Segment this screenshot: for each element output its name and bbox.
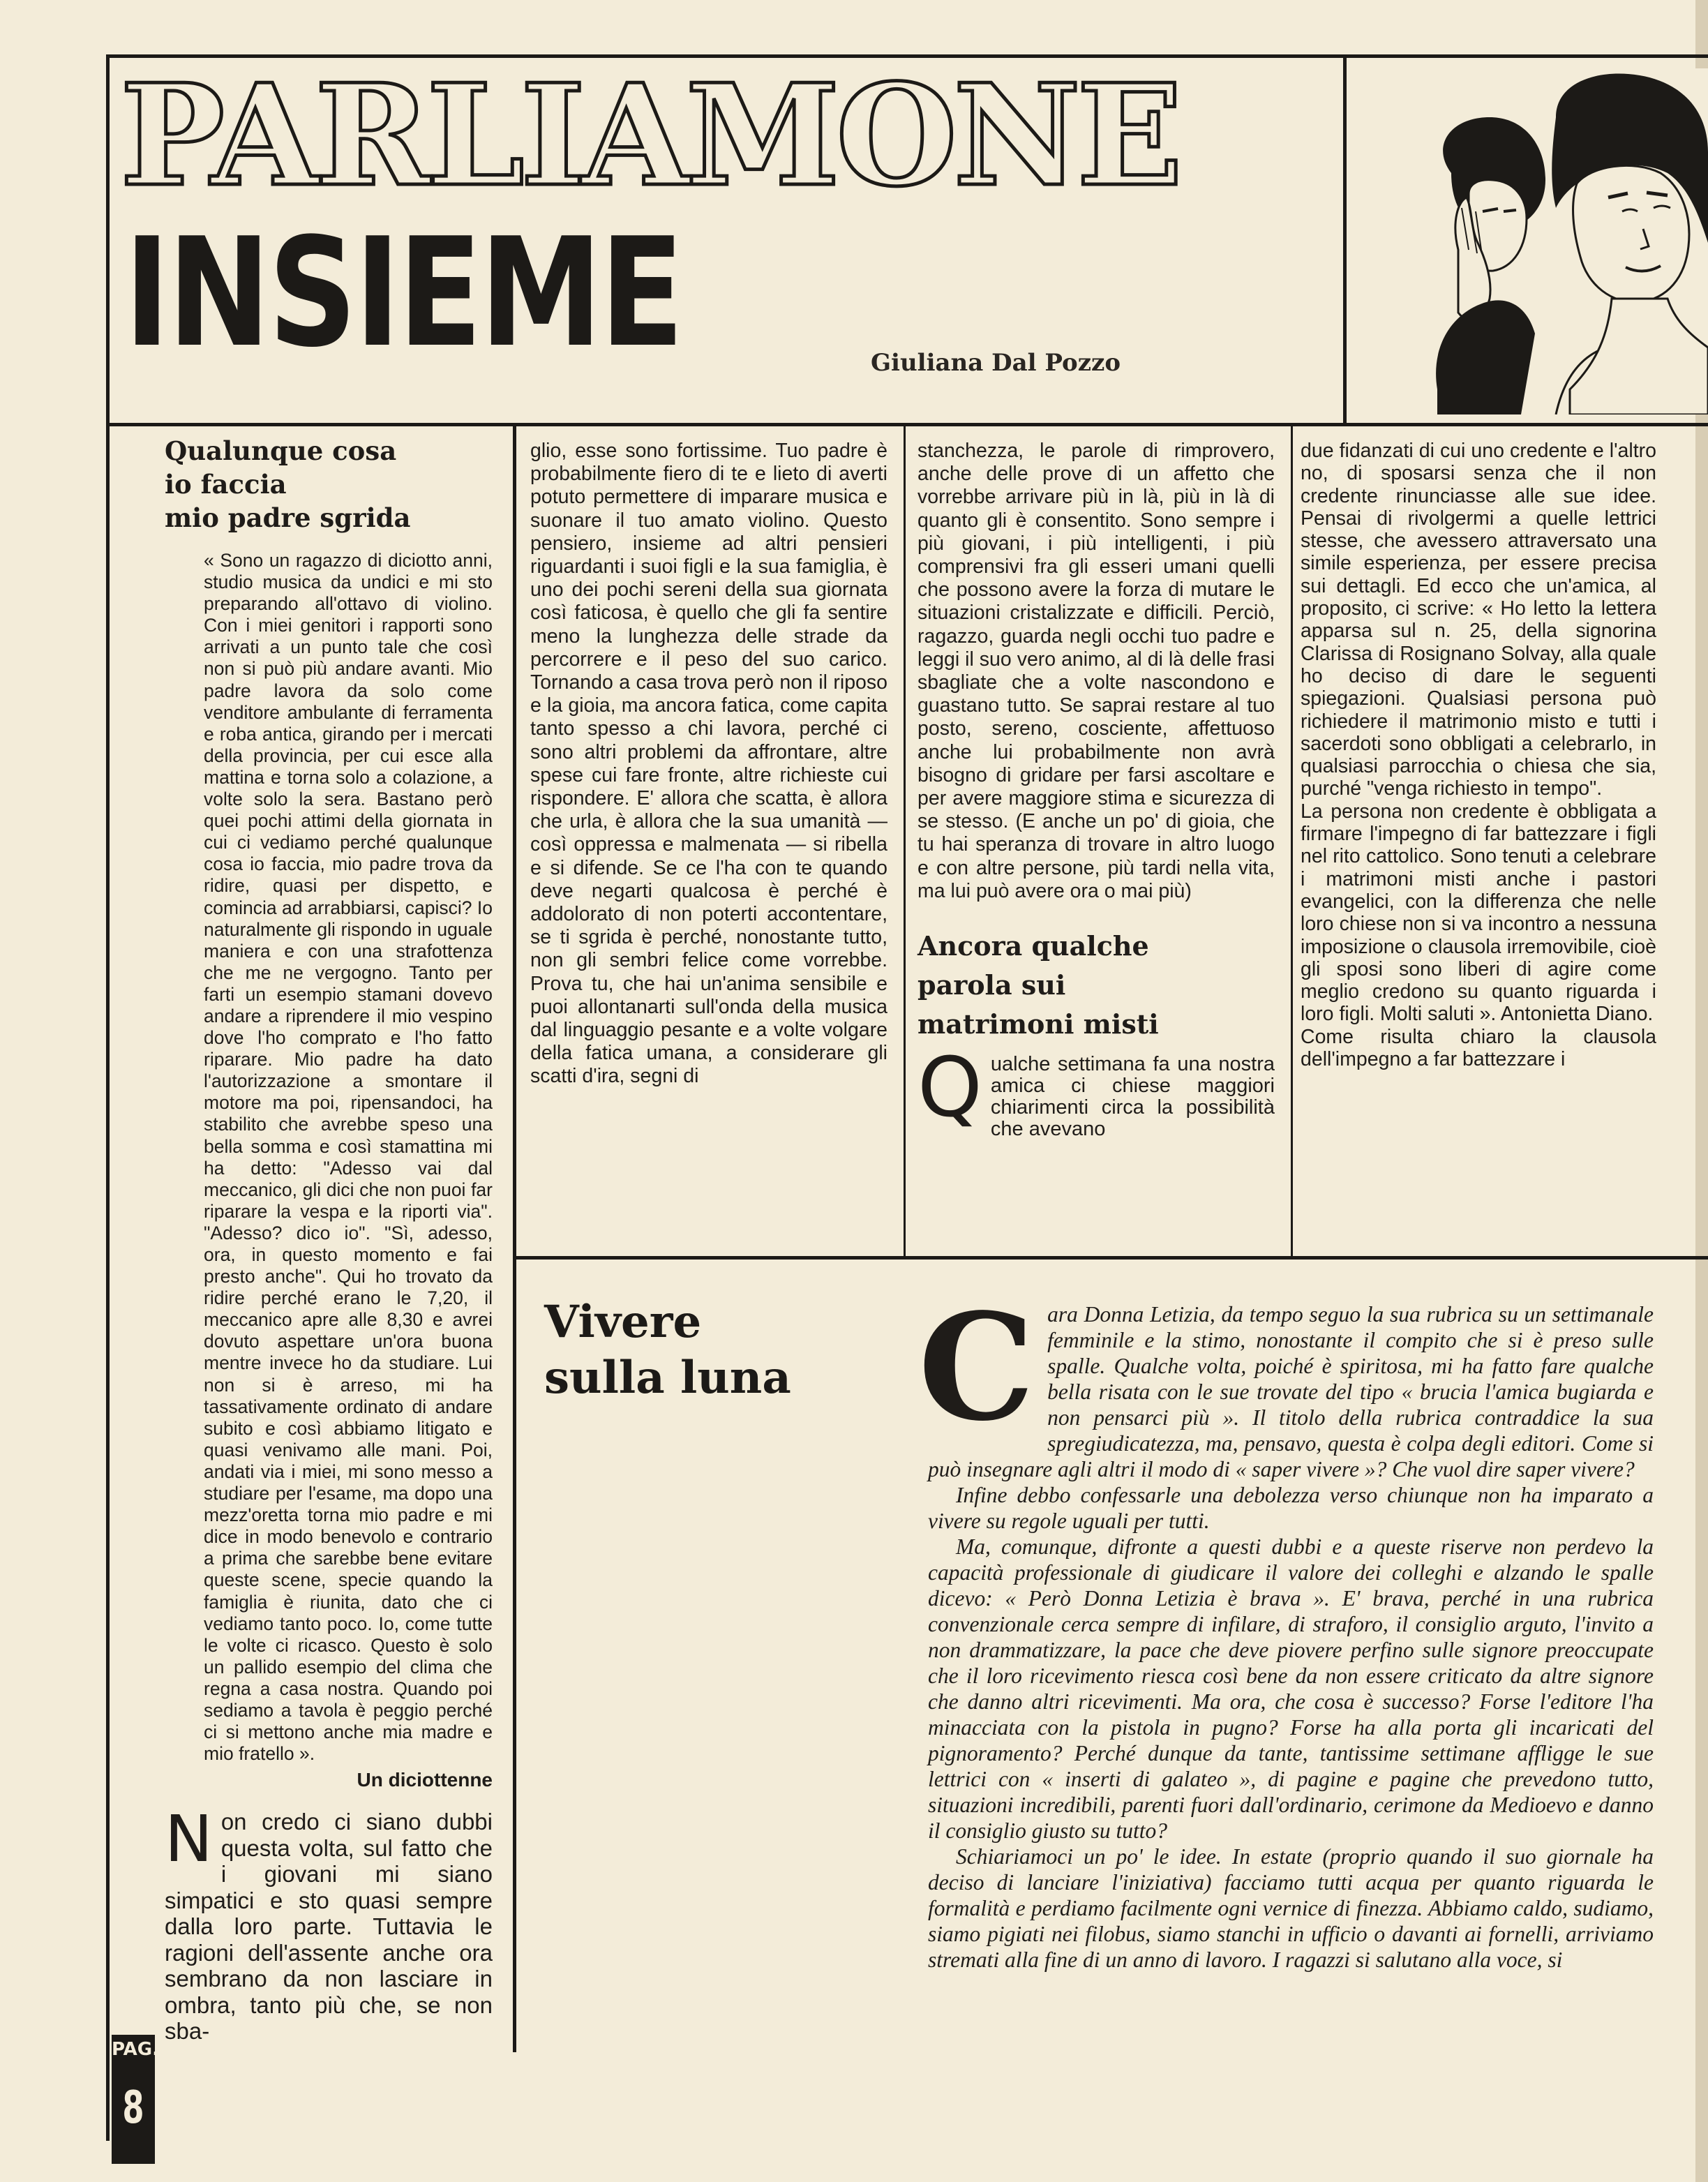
column-1 [165, 434, 493, 2045]
article3-paragraph-4: Schiariamoci un po' le idee. In estate (proprio quando il suo giornale ha deciso di lanciare l'iniziativa) facciamo tutti acqua per quanto riguarda le formalità e perdiamo facilmente ogni vernice di finezza. Abbiamo caldo, sudiamo, siamo pigiati nei filobus, siamo stanchi in ufficio o davanti ai fornelli, arriviamo stremati alla fine di un anno di lavoro. I ragazzi si salutano alla voce, si [928, 1844, 1654, 1972]
article2-intro [917, 1039, 1275, 1141]
article1-headline-line2: io faccia [165, 469, 287, 500]
author-byline: Giuliana Dal Pozzo [871, 349, 1121, 377]
article2-col4-text-b: La persona non credente è obbligata a firmare l'impegno di far battezzare i figli nel rito cattolico. Sono tenuti a celebrare i matrimoni misti anche i pastori evangelici, con la differenza che nelle loro chiese non si va incontro a nessuna imposizione o clausola irremovibile, cioè gli sposi sono liberi di agire come meglio credono su quanto riguarda i loro figli. Molti saluti ». Antonietta Diano. [1301, 800, 1656, 1026]
article1-headline [165, 434, 493, 535]
column-rule-3 [1291, 426, 1293, 1257]
article2-headline-line1: Ancora qualche [917, 930, 1149, 962]
page-label: PAG. [112, 2039, 160, 2060]
letter-signature: Un diciottenne [357, 1769, 493, 1791]
article1-reply-col2: glio, esse sono fortissime. Tuo padre è probabilmente fiero di te e lieto di averti potuto permettere di imparare musica e suonare il tuo amato violino. Questo pensiero, insieme ad altri pensieri riguardanti i suoi figli e la sua famiglia, è uno dei pochi sereni della sua giornata così faticosa, è quello che gli fa sentire meno la lunghezza delle strade da percorrere e il peso del suo carico. Tornando a casa trova però non il riposo e la gioia, ma ancora fatica, come capita tanto spesso a chi lavora, perché ci sono altri problemi da affrontare, altre spese cui fare fronte, altre richieste cui rispondere. E' allora che scatta, è allora che urla, è allora che la sua umanità — così oppressa e malmenata — si ribella e si difende. Se ce l'ha con te quando deve negarti qualcosa è perché è addolorato di non poterti accontentare, se ti sgrida è perché, nonostante tutto, non gli sembri felice come vorrebbe. Prova tu, che hai un'anima sensibile e puoi allontanarti sull'onda della musica dal linguaggio pesante e a volte volgare della fatica umana, a considerare gli scatti d'ira, segni di [530, 440, 887, 1088]
article3-headline-line1: Vivere [544, 1296, 702, 1348]
title-insieme: INSIEME [124, 205, 682, 380]
column-3 [917, 440, 1275, 1140]
column-rule-1 [513, 426, 516, 2052]
article1-reply-col3: stanchezza, le parole di rimprovero, anche delle prove di un affetto che vorrebbe arrivare più in là, più in là di quanto gli è consentito. Sono sempre i più giovani, i più intelligenti, i più comprensivi fra gli esseri umani quelli che possono avere la forza di mutare le situazioni cristalizzate e difficili. Perciò, ragazzo, guarda negli occhi tuo padre e leggi il suo vero animo, al di là delle frasi sbagliate che a volte nascondono e guastano tutto. Se saprai restare al tuo posto, sereno, cosciente, affettuoso anche lui probabilmente non avrà bisogno di gridare per farsi ascoltare e per avere maggiore stima e sicurezza di se stesso. (E anche un po' di gioia, che tu hai speranza di trovare in altro luogo e con altre persone, più tardi nella vita, ma lui può avere ora o mai più) [917, 440, 1275, 902]
column-rule-2 [904, 426, 906, 1257]
reply-dropcap: N [165, 1802, 213, 1877]
article1-headline-line3: mio padre sgrida [165, 502, 411, 533]
page-number: 8 [122, 2082, 144, 2134]
article3-paragraph-1-text: ara Donna Letizia, da tempo seguo la sua rubrica su un settimanale femminile e la stimo, nonostante il compito che si è preso sulle spalle. Qualche volta, poiché è spiritosa, mi ha fatto fare qualche bella risata con le sue trovate del tipo « brucia l'amica bugiarda e non pensarci più ». Il titolo della rubrica contraddice la sua spregiudicatezza, ma, pensavo, questa è colpa degli editori. Come si può insegnare agli altri il modo di « saper vivere »? Che vuol dire saper vivere? [928, 1302, 1654, 1481]
article2-headline-line3: matrimoni misti [917, 1008, 1159, 1040]
article2-col3-text: ualche settimana fa una nostra amica ci chiese maggiori chiarimenti circa la possibilità che avevano [990, 1053, 1275, 1141]
article3-headline [544, 1294, 837, 1406]
article2-dropcap: Q [917, 1039, 982, 1136]
article2-headline [917, 927, 1275, 1044]
article1-reply-start [165, 1802, 493, 2045]
masthead-divider [106, 423, 1708, 426]
article3-paragraph-1 [918, 1281, 1654, 1482]
article1-letter-block [204, 550, 493, 1791]
women-illustration [1347, 68, 1708, 414]
column-4 [1301, 440, 1656, 1070]
article2-col4-text-c: Come risulta chiaro la clausola dell'impegno a far battezzare i [1301, 1025, 1656, 1071]
article1-headline-line1: Qualunque cosa [165, 435, 397, 466]
page-number-box [112, 2035, 160, 2164]
article3-paragraph-2: Infine debbo confessarle una debolezza verso chiunque non ha imparato a vivere su regole uguali per tutti. [928, 1483, 1654, 1533]
article2-headline-line2: parola sui [917, 969, 1066, 1001]
article1-reply-col1: on credo ci siano dubbi questa volta, sul fatto che i giovani mi siano simpatici e sto quasi sempre dalla loro parte. Tuttavia le ragioni dell'assente anche ora sembrano da non lasciare in ombra, tanto più che, se non sba- [165, 1809, 493, 2045]
article3-dropcap: C [918, 1281, 1035, 1454]
article3-headline-line2: sulla luna [544, 1352, 791, 1404]
article1-letter: « Sono un ragazzo di diciotto anni, studio musica da undici e mi sto preparando all'ottavo di violino. Con i miei genitori i rapporti sono arrivati a un punto tale che così non si può più andare avanti. Mio padre lavora da solo come venditore ambulante di ferramenta e roba antica, girando per i mercati della provincia, per cui esce alla mattina e torna solo a colazione, a volte solo la sera. Bastano però quei pochi attimi della giornata in cui ci vediamo perché qualunque cosa io faccia, mio padre trova da ridire, quasi per dispetto, e comincia ad arrabbiarsi, capisci? Io naturalmente gli rispondo in uguale maniera e con una strafottenza che me ne vergogno. Tanto per farti un esempio stamani dovevo andare a riprendere il mio vespino dove l'ho comprato e l'ho fatto riparare. Mio padre ha dato l'autorizzazione a smontare il motore ma poi, ripensandoci, ha stabilito che avrebbe speso una bella somma e così stamattina mi ha detto: "Adesso vai dal meccanico, gli dici che non puoi far riparare la vespa e la riporti via". "Adesso? dico io". "Sì, adesso, ora, in questo momento e fai presto anche". Qui ho trovato da ridire perché erano le 7,20, il meccanico apre alle 8,30 e avrei dovuto aspettare un'ora buona mentre invece ho da studiare. Lui non si è arreso, mi ha tassativamente ordinato di andare subito e così abbiamo litigato e quasi venivamo alle mani. Poi, andati via i miei, mi sono messo a studiare per l'esame, ma dopo una mezz'oretta torna mio padre e mi dice in modo benevolo e contrario a prima che sarebbe bene evitare queste scene, specie quando la famiglia è riunita, dato che ci vediamo tanto poco. Io, come tutte le volte ci ricasco. Questo è solo un pallido esempio del clima che regna a casa nostra. Quando poi sediamo a tavola è peggio perché ci si mettono anche mia madre e mio fratello ». [204, 550, 493, 1765]
article3-body [918, 1281, 1654, 1973]
section-divider [513, 1256, 1708, 1260]
column-2 [530, 440, 887, 1089]
title-parliamone: PARLIAMONE [120, 70, 1179, 202]
article2-col4-text: due fidanzati di cui uno credente e l'altro no, di sposarsi senza che il non credente rinunciasse alle sue idee. Pensai di rivolgermi a quelle lettrici stesse, che avessero attraversato una simile esperienza, per essere precisa sui dettagli. Ed ecco che un'amica, al proposito, ci scrive: « Ho letto la lettera apparsa sul n. 25, della signorina Clarissa di Rosignano Solvay, alla quale ho deciso di dare le seguenti spiegazioni. Qualsiasi persona può richiedere il matrimonio misto e tutti i sacerdoti sono obbligati a celebrarlo, in qualsiasi parrocchia o chiesa che sia, purché "venga richiesto in tempo". [1301, 440, 1656, 800]
article3-paragraph-3: Ma, comunque, difronte a questi dubbi e a queste riserve non perdevo la capacità professionale di giudicare il valore dei colleghi e alzando le spalle dicevo: « Però Donna Letizia è brava ». E' brava, perché in una rubrica convenzionale cerca sempre di infilare, di straforo, il consiglio arguto, l'invito a non drammatizzare, la pace che deve piovere perfino sulle signore preoccupate che il loro ricevimento riesca così bene da non essere criticato da altre signore che danno altri ricevimenti. Ma ora, che cosa è successo? Forse l'editore l'ha minacciata con la pistola in pugno? Forse ha alla porta gli incaricati del pignoramento? Perché dunque da tante, tantissime settimane affligge le sue lettrici con « inserti di galateo », di pagine e pagine che prevedono tutto, situazioni incredibili, parenti fuori dall'ordinario, cerimone da Medioevo e danno il consiglio giusto su tutto? [928, 1534, 1654, 1843]
